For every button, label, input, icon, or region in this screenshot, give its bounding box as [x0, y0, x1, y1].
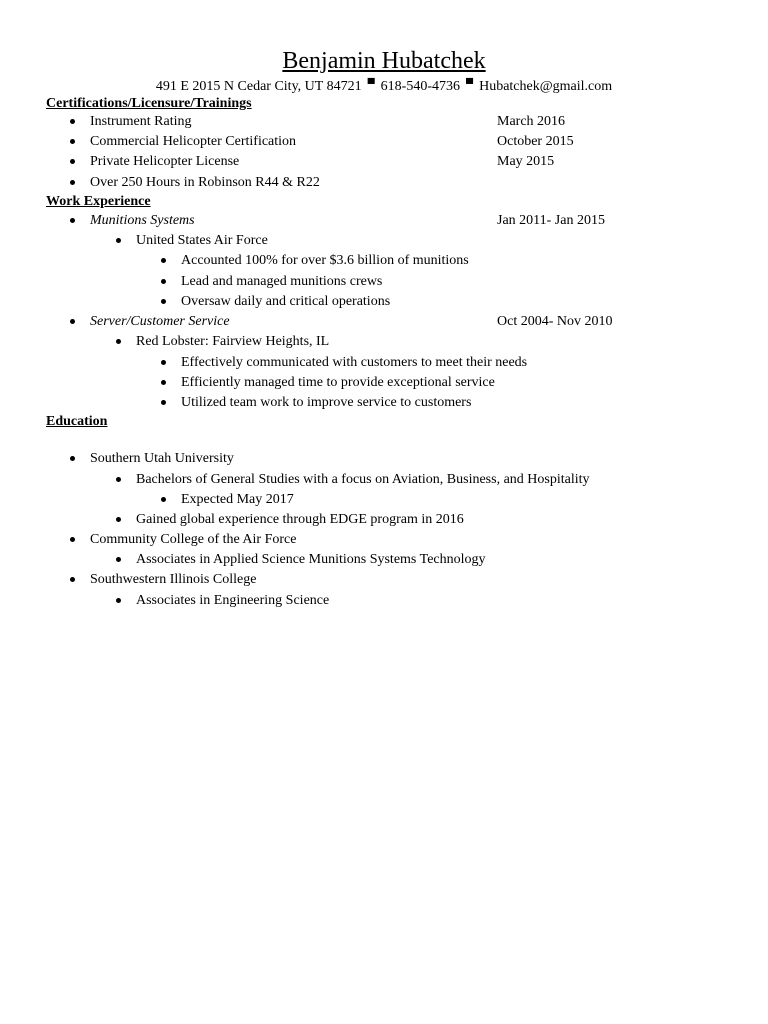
- employer: Red Lobster: Fairview Heights, IL: [136, 334, 330, 349]
- bullet-icon: [68, 530, 76, 550]
- email: Hubatchek@gmail.com: [479, 79, 613, 94]
- cert-text: Private Helicopter License: [90, 154, 240, 169]
- job-title: Server/Customer Service: [90, 314, 230, 329]
- employer-row: [0, 231, 768, 251]
- duty-item: [0, 393, 768, 413]
- bullet-icon: [114, 470, 122, 490]
- bullet-icon: [159, 272, 167, 292]
- bullet-icon: [159, 353, 167, 373]
- school-item: [0, 570, 768, 590]
- resume-name: Benjamin Hubatchek: [282, 48, 486, 74]
- job-title-row: [0, 312, 768, 332]
- separator-icon: ▀: [367, 79, 375, 90]
- address: 491 E 2015 N Cedar City, UT 84721: [155, 79, 362, 94]
- degree-text: Associates in Applied Science Munitions Systems Technology: [136, 552, 486, 567]
- cert-text: Commercial Helicopter Certification: [90, 134, 297, 149]
- school-name: Southwestern Illinois College: [90, 572, 257, 587]
- cert-date: May 2015: [497, 154, 555, 169]
- bullet-icon: [114, 550, 122, 570]
- bullet-icon: [114, 332, 122, 352]
- duty-text: Effectively communicated with customers to meet their needs: [181, 355, 528, 370]
- education-heading: Education: [46, 414, 108, 429]
- job-date: Oct 2004- Nov 2010: [497, 314, 613, 329]
- bullet-icon: [159, 490, 167, 510]
- phone: 618-540-4736: [380, 79, 460, 94]
- duty-text: Utilized team work to improve service to customers: [181, 395, 472, 410]
- bullet-icon: [68, 570, 76, 590]
- bullet-icon: [68, 152, 76, 172]
- edge-text: Gained global experience through EDGE program in 2016: [136, 512, 464, 527]
- duty-text: Oversaw daily and critical operations: [181, 294, 391, 309]
- work-heading: Work Experience: [46, 194, 151, 209]
- bullet-icon: [159, 251, 167, 271]
- bullet-icon: [159, 393, 167, 413]
- duty-item: [0, 292, 768, 312]
- degree-text: Associates in Engineering Science: [136, 593, 330, 608]
- duty-text: Accounted 100% for over $3.6 billion of munitions: [181, 253, 469, 268]
- bullet-icon: [159, 292, 167, 312]
- degree-item: [0, 470, 768, 490]
- school-item: [0, 530, 768, 550]
- list-item: [0, 132, 768, 152]
- bullet-icon: [114, 231, 122, 251]
- separator-icon: ▀: [466, 79, 474, 90]
- job-title: Munitions Systems: [90, 213, 195, 228]
- bullet-icon: [68, 211, 76, 231]
- school-name: Southern Utah University: [90, 451, 234, 466]
- cert-text: Over 250 Hours in Robinson R44 & R22: [90, 175, 320, 190]
- bullet-icon: [68, 132, 76, 152]
- bullet-icon: [68, 112, 76, 132]
- duty-text: Lead and managed munitions crews: [181, 274, 383, 289]
- duty-text: Efficiently managed time to provide exceptional service: [181, 375, 495, 390]
- expected-item: [0, 490, 768, 510]
- degree-text: Bachelors of General Studies with a focus on Aviation, Business, and Hospitality: [136, 472, 590, 487]
- job-title-row: [0, 211, 768, 231]
- certifications-heading: Certifications/Licensure/Trainings: [46, 96, 252, 111]
- school-item: [0, 449, 768, 469]
- school-name: Community College of the Air Force: [90, 532, 297, 547]
- duty-item: [0, 373, 768, 393]
- expected-text: Expected May 2017: [181, 492, 294, 507]
- bullet-icon: [68, 312, 76, 332]
- degree-item: [0, 550, 768, 570]
- contact-line: [0, 76, 768, 96]
- bullet-icon: [68, 449, 76, 469]
- degree-item: [0, 510, 768, 530]
- employer-row: [0, 332, 768, 352]
- bullet-icon: [114, 591, 122, 611]
- duty-item: [0, 272, 768, 292]
- list-item: [0, 173, 768, 193]
- bullet-icon: [114, 510, 122, 530]
- job-date: Jan 2011- Jan 2015: [497, 213, 605, 228]
- cert-date: March 2016: [497, 114, 566, 129]
- degree-item: [0, 591, 768, 611]
- list-item: [0, 152, 768, 172]
- list-item: [0, 112, 768, 132]
- bullet-icon: [159, 373, 167, 393]
- cert-text: Instrument Rating: [90, 114, 192, 129]
- duty-item: [0, 251, 768, 271]
- employer: United States Air Force: [136, 233, 268, 248]
- cert-date: October 2015: [497, 134, 574, 149]
- bullet-icon: [68, 173, 76, 193]
- duty-item: [0, 353, 768, 373]
